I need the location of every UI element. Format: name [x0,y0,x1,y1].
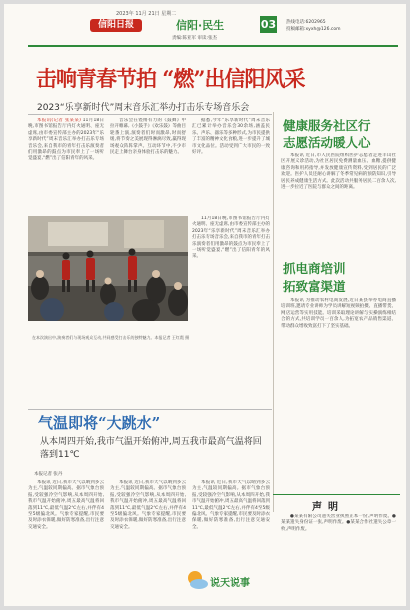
newspaper-page [4,4,406,606]
lead-col3-extra: 11月18日晚,市图书馆报告厅内灯火通明、座无虚席,由市委宣传部主办的2023年“乐享新时代”周末音乐汇举办打击乐专场音乐会,来自我市的青年打击乐演奏者们用激昂的鼓点为市民奉上了一场听觉盛宴,“燃”出了信阳青年的风采。 [192,216,270,260]
article1-text: 本报讯 近日,市人民医院组织医护志愿者走进羊山社区开展义诊活动,为社区居民免费测量血压、血糖,提供健康咨询和用药指导,并发放健康宣传资料,受到居民的广泛欢迎。医护人员还耐心讲解了冬季常见病的预防知识,引导居民养成健康生活方式。此次活动共服务居民二百余人次,进一步拉近了医院与群众之间的距离。 [281,153,396,191]
header-rule [28,45,398,47]
lead-column-3-continued [192,216,270,328]
dateline: 2023年 11月 21日 星期二 [116,11,177,17]
weather-text-3: 本报讯 近日,我市天气以晴到多云为主,气温较同期偏高。据市气象台预报,受较强冷空气影响,从本周四开始,我市气温开始俯冲,周五最高气温将回落到11℃,最低气温2℃左右,并伴有4至5级偏北风。气象专家提醒,市民要及时添衣保暖,做好防寒准备,出行注意交通安全。 [192,480,270,530]
lead-divider [28,114,272,115]
lead-byline: 本报讯(记者 张某某) [37,118,81,123]
column-divider [273,112,274,512]
hotline: 热线电话:6202965 [286,20,326,25]
weather-headline: 气温即将“大跳水” [38,414,161,432]
page-number: 03 [260,18,277,31]
lead-column-2 [110,118,186,210]
lead-col2-text: 音乐会在铿锵有力的《鼓舞》中拉开帷幕,《小鼓手》《欢乐鼓》等曲目轮番上演,演奏者们时而激昂,时而舒缓,将节奏之美展现得淋漓尽致,赢得现场观众阵阵掌声。互动环节中,不少市民走上舞台亲身体验打击乐的魅力。 [110,118,186,156]
concert-photo-illustration [28,216,188,321]
lead-col3-text: 据悉,今年“乐享新时代”周末音乐汇已累计举办音乐会30余场,涵盖民乐、声乐、器乐等多种形式,为市民提供了丰富的精神文化食粮,进一步提升了城市文化品位。活动受到广大市民的一致好评。 [192,118,270,156]
article2-headline-line1: 抓电商培训 [283,261,346,276]
lead-column-3 [192,118,270,210]
weather-divider [28,409,272,410]
email: 投稿邮箱:xyxh@126.com [286,27,341,32]
weather-column-3 [192,480,270,562]
notice-title: 声明 [312,502,344,513]
notice-body [281,514,396,600]
weather-subheadline: 从本周四开始,我市气温开始俯冲,周五我市最高气温将回落到11℃ [40,437,262,460]
lead-col1-text: 11月18日晚,市图书馆报告厅内灯火通明、座无虚席,由市委宣传部主办的2023年“乐享新时代”周末音乐汇举办打击乐专场音乐会,来自我市的青年打击乐演奏者们用激昂的鼓点为市民奉上了一场听觉盛宴,“燃”出了信阳青年的风采。 [28,118,104,162]
editors-line: 责编:陈亚军 审读:张杰 [172,36,217,41]
lead-headline: 击响青春节拍 “燃”出信阳风采 [36,66,305,91]
newspaper-logo: 信阳日报 [90,19,142,32]
notice-text: ●某某有限公司遗失营业执照正本一份,声明作废。●某某遗失身份证一张,声明作废。●某某合作社遗失公章一枚,声明作废。 [281,514,396,532]
weather-column-1 [28,480,104,600]
article1-headline-line2: 志愿活动暖人心 [283,135,371,150]
article2-body [281,298,396,490]
lead-column-1 [28,118,104,210]
weather-byline: 本报记者 张丹 [34,472,63,477]
section-title: 信阳·民生 [176,19,225,32]
weather-badge-label: 说天说事 [210,578,250,589]
weather-column-badge [184,566,254,596]
article2-headline-line2: 拓致富渠道 [283,279,346,294]
article2-text: 本报讯 为推动农村电商发展,近日某县举办电商直播培训班,邀请专业讲师为学员讲解短视频拍摄、直播带货、网店运营等实用技能。培训采取理论讲解与实操演练相结合的方式,共培训学员一百余人,为拓宽农产品销售渠道、带动群众增收致富打下了坚实基础。 [281,298,396,329]
article1-headline-line1: 健康服务社区行 [283,118,371,133]
weather-column-2 [110,480,186,600]
photo-caption: 在本次演出中,演奏者们与现场观众互动,共同感受打击乐的独特魅力。本报记者 王红霞 摄 [32,335,190,340]
weather-text-2: 本报讯 近日,我市天气以晴到多云为主,气温较同期偏高。据市气象台预报,受较强冷空气影响,从本周四开始,我市气温开始俯冲,周五最高气温将回落到11℃,最低气温2℃左右,并伴有4至5级偏北风。气象专家提醒,市民要及时添衣保暖,做好防寒准备,出行注意交通安全。 [110,480,186,530]
weather-text-1: 本报讯 近日,我市天气以晴到多云为主,气温较同期偏高。据市气象台预报,受较强冷空气影响,从本周四开始,我市气温开始俯冲,周五最高气温将回落到11℃,最低气温2℃左右,并伴有4至5级偏北风。气象专家提醒,市民要及时添衣保暖,做好防寒准备,出行注意交通安全。 [28,480,104,530]
contact-info [286,19,341,33]
concert-photo [28,216,188,321]
lead-subheadline: 2023“乐享新时代”周末音乐汇举办打击乐专场音乐会 [37,103,250,113]
notice-rule [273,494,400,495]
